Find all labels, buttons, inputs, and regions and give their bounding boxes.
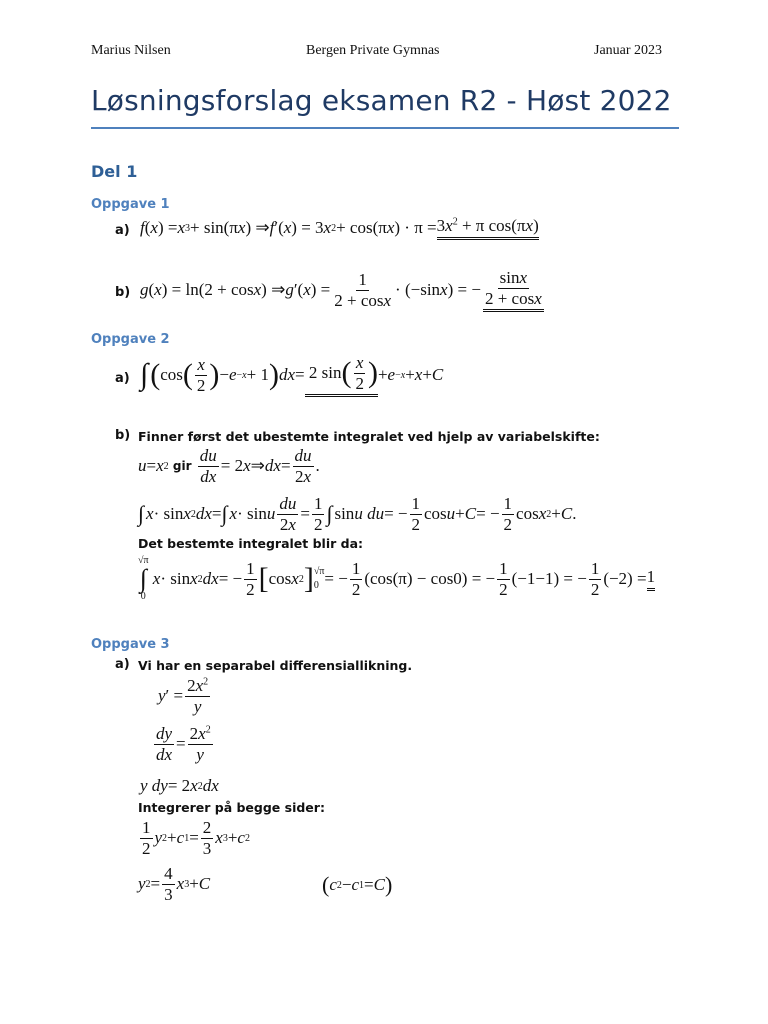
text-2b-definite: Det bestemte integralet blir da:: [138, 536, 364, 551]
equation-1b: g ( x ) = ln(2 + cos x ) ⇒ g ′( x ) = 1 2 + cosx · (−sin x ) = − sinx 2 + cosx: [140, 268, 546, 312]
part-label-1b: b): [115, 285, 131, 300]
text-3a-integrate: Integrerer på begge sider:: [138, 800, 325, 815]
equation-2b-indefinite: ∫ x · sin x 2 dx = ∫ x · sin u du 2x = 1 2 ∫ sin u du = − 1 2 cos u + C = − 1 2 cos x 2 + C .: [138, 494, 577, 534]
part-label-2a: a): [115, 371, 130, 386]
equation-3a-4: 1 2 y 2 + c 1 = 2 3 x 3 + c 2: [142, 818, 250, 858]
equation-3a-constant: ( c 2 − c 1 = C ): [322, 872, 393, 897]
equation-3a-2: dy dx = $2x^2$ y: [156, 724, 211, 764]
section-heading: Del 1: [91, 162, 138, 181]
task-heading-2: Oppgave 2: [91, 332, 170, 347]
part-label-3a: a): [115, 657, 130, 672]
text-2b-intro: Finner først det ubestemte integralet ved hjelp av variabelskifte:: [138, 429, 600, 444]
part-label-2b: b): [115, 428, 131, 443]
equation-2a: ∫ ( cos ( x 2 ) − e −x + 1 ) dx = 2 sin ( x 2 ) + e −x + x + C: [140, 353, 443, 397]
header-date: Januar 2023: [594, 43, 663, 58]
equation-3a-5: y 2 = 4 3 x 3 + C: [138, 864, 211, 904]
task-heading-3: Oppgave 3: [91, 637, 170, 652]
header-author: Marius Nilsen: [91, 43, 171, 58]
equation-3a-1: y ′ = $2x^2$ y: [158, 676, 209, 716]
task-heading-1: Oppgave 1: [91, 197, 170, 212]
equation-1a: f ( x ) = x 3 + sin(π x ) ⇒ f ′( x ) = 3 x 2 + cos(π x ) · π = $3x^2 + \pi$ cos(πx): [140, 216, 539, 240]
title-rule: [91, 127, 679, 129]
header-school: Bergen Private Gymnas: [306, 43, 440, 58]
equation-2b-substitution: u = x 2 gir du dx = 2 x ⇒ dx = du 2x .: [138, 446, 320, 486]
equation-3a-3: y dy = 2 x 2 dx: [140, 776, 219, 795]
text-3a-intro: Vi har en separabel differensiallikning.: [138, 658, 413, 673]
document-title: Løsningsforslag eksamen R2 - Høst 2022: [91, 84, 672, 117]
equation-2b-definite: √π ∫ 0 x · sin x 2 dx = − 1 2 [ cos x 2 ] √π 0 = − 1 2 (cos(π) − cos0) = − 1 2 (−1−1) = − 1 2 (−2) = 1: [138, 555, 656, 602]
gir-word: gir: [172, 459, 192, 474]
part-label-1a: a): [115, 223, 130, 238]
